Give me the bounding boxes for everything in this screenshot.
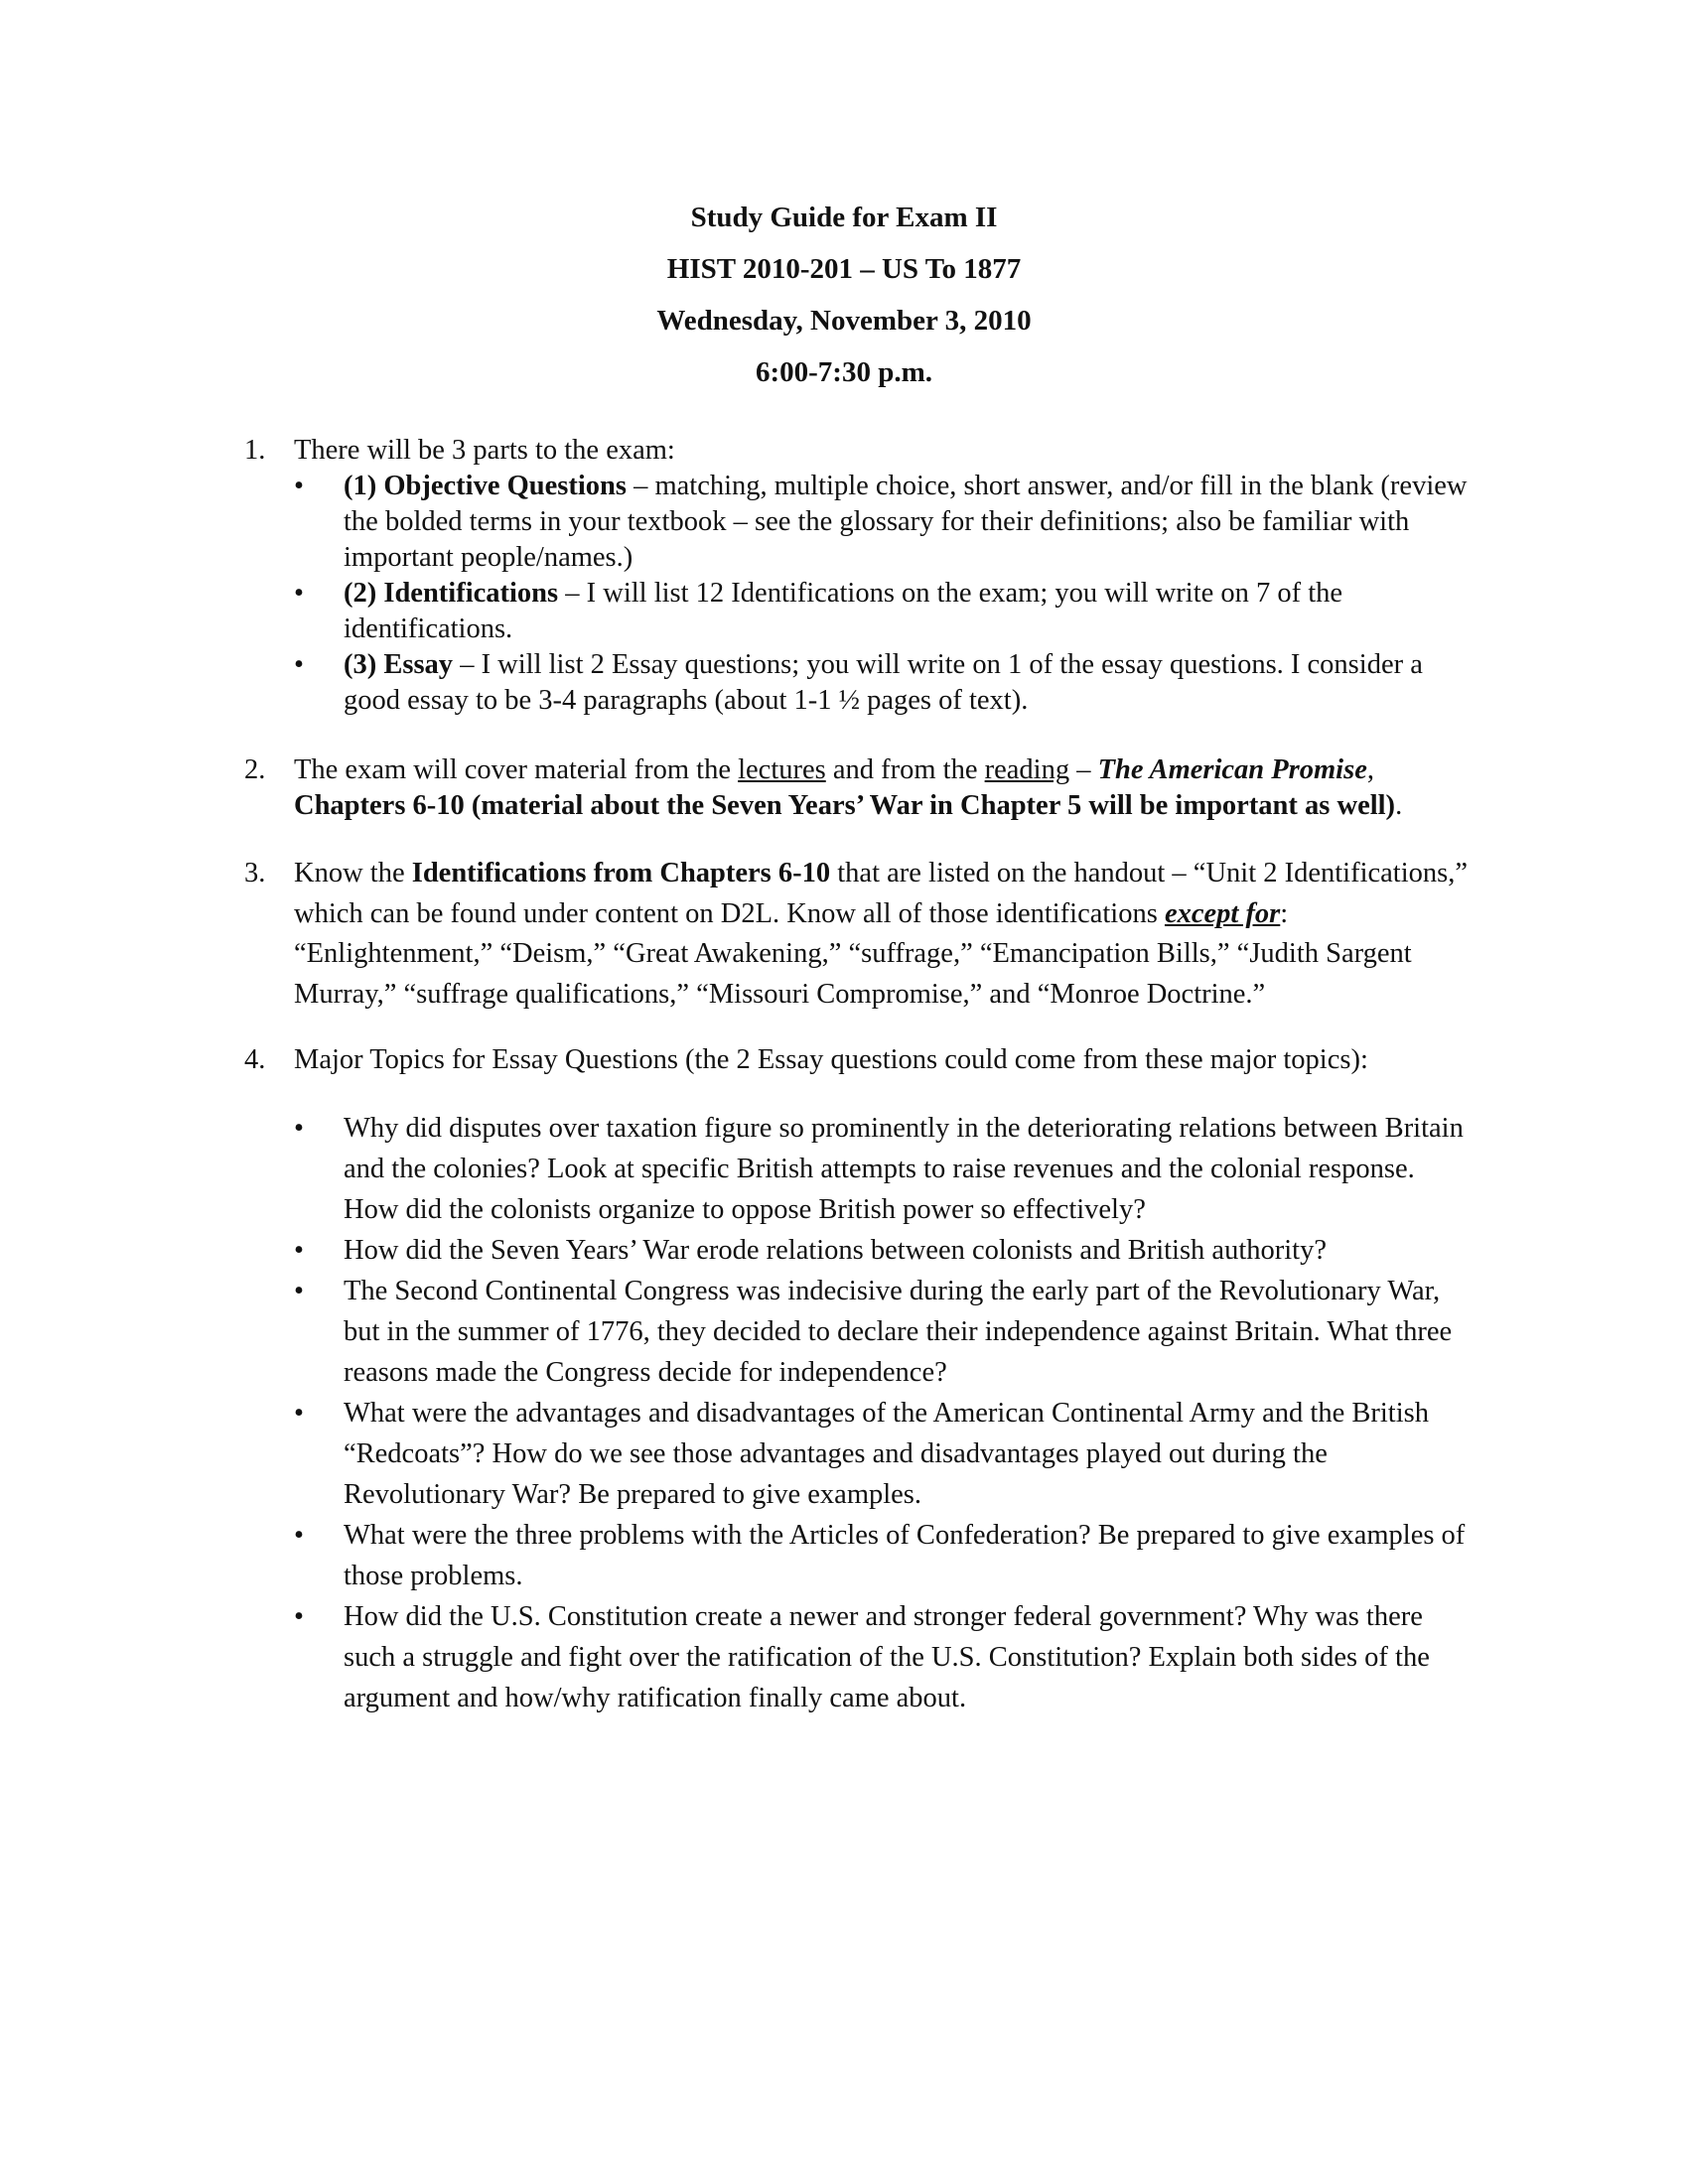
part-label: (2) Identifications	[344, 578, 559, 609]
part-description: – I will list 2 Essay questions; you will write on 1 of the essay questions. I consider a good essay to be 3-4 paragraphs (about 1-1 ½ pages of text).	[344, 649, 1423, 716]
text-run: The exam will cover material from the	[294, 754, 739, 785]
list-item-identifications	[294, 576, 1476, 647]
list-item-exam-coverage	[244, 752, 1476, 824]
item-number: 1.	[244, 435, 266, 466]
part-label: (3) Essay	[344, 649, 454, 680]
exam-time: 6:00-7:30 p.m.	[755, 356, 932, 388]
list-item-essay-topics	[244, 1042, 1476, 1718]
text-run: –	[1069, 754, 1098, 785]
text-run: Know the	[294, 858, 412, 888]
text-run: that are listed on the handout – “Unit 2 Identifications,” which can be found under content on D2L. Know all of those identifications	[294, 858, 1469, 929]
essay-topics-list	[294, 1108, 1476, 1718]
document-header	[0, 192, 1688, 398]
item-text	[294, 752, 1476, 824]
exam-date: Wednesday, November 3, 2010	[656, 305, 1032, 337]
list-item-objective-questions	[294, 469, 1476, 576]
part-label: (1) Objective Questions	[344, 471, 627, 501]
chapters-text: Chapters 6-10 (material about the Seven Years’ War in Chapter 5 will be important as well)	[294, 790, 1396, 821]
exam-parts-list	[294, 469, 1476, 719]
course-name: HIST 2010-201 – US To 1877	[666, 253, 1022, 285]
list-item-exam-parts	[244, 433, 1476, 719]
text-run: and from the	[825, 754, 985, 785]
text-run: : “Enlightenment,” “Deism,” “Great Awakening,” “suffrage,” “Emancipation Bills,” “Judith Sargent Murray,” “suffrage qualifications,” “Missouri Compromise,” and “Monroe Doctrine.”	[294, 897, 1412, 1010]
reading-text: reading	[984, 754, 1070, 785]
item-number: 4.	[244, 1044, 266, 1075]
except-for-text: except for	[1164, 897, 1281, 929]
item-number: 3.	[244, 858, 266, 888]
essay-topic: • Why did disputes over taxation figure so prominently in the deteriorating relations between Britain and the colonies? Look at specific British attempts to raise revenues and the colonial response. How did the colonists organize to oppose British power so effectively?	[294, 1108, 1476, 1230]
lectures-text: lectures	[738, 754, 826, 785]
essay-topic: • How did the U.S. Constitution create a newer and stronger federal government? Why was there such a struggle and fight over the ratification of the U.S. Constitution? Explain both sides of the argument and how/why ratification finally came about.	[294, 1596, 1476, 1718]
item-text	[294, 854, 1476, 1015]
list-item-identifications-info	[244, 854, 1476, 1015]
text-run: ,	[1366, 754, 1374, 785]
item-text: There will be 3 parts to the exam:	[294, 435, 675, 466]
book-title: The American Promise	[1097, 754, 1367, 785]
identifications-chapters-text: Identifications from Chapters 6-10	[411, 858, 831, 888]
list-item-essay	[294, 647, 1476, 719]
item-text: Major Topics for Essay Questions (the 2 Essay questions could come from these major topics):	[294, 1044, 1368, 1075]
part-description: – I will list 12 Identifications on the exam; you will write on 7 of the identifications.	[344, 578, 1343, 644]
text-run: .	[1395, 790, 1403, 821]
item-number: 2.	[244, 754, 266, 785]
essay-topic: • What were the advantages and disadvantages of the American Continental Army and the British “Redcoats”? How do we see those advantages and disadvantages played out during the Revolutionary War? Be prepared to give examples.	[294, 1393, 1476, 1515]
essay-topic: • How did the Seven Years’ War erode relations between colonists and British authority?	[294, 1230, 1476, 1271]
document-title: Study Guide for Exam II	[690, 202, 998, 233]
numbered-list	[244, 433, 1476, 1718]
essay-topic: • What were the three problems with the Articles of Confederation? Be prepared to give examples of those problems.	[294, 1515, 1476, 1596]
essay-topic: • The Second Continental Congress was indecisive during the early part of the Revolutionary War, but in the summer of 1776, they decided to declare their independence against Britain. What three reasons made the Congress decide for independence?	[294, 1271, 1476, 1393]
part-description: – matching, multiple choice, short answer, and/or fill in the blank (review the bolded terms in your textbook – see the glossary for their definitions; also be familiar with important people/names.)	[344, 471, 1468, 573]
